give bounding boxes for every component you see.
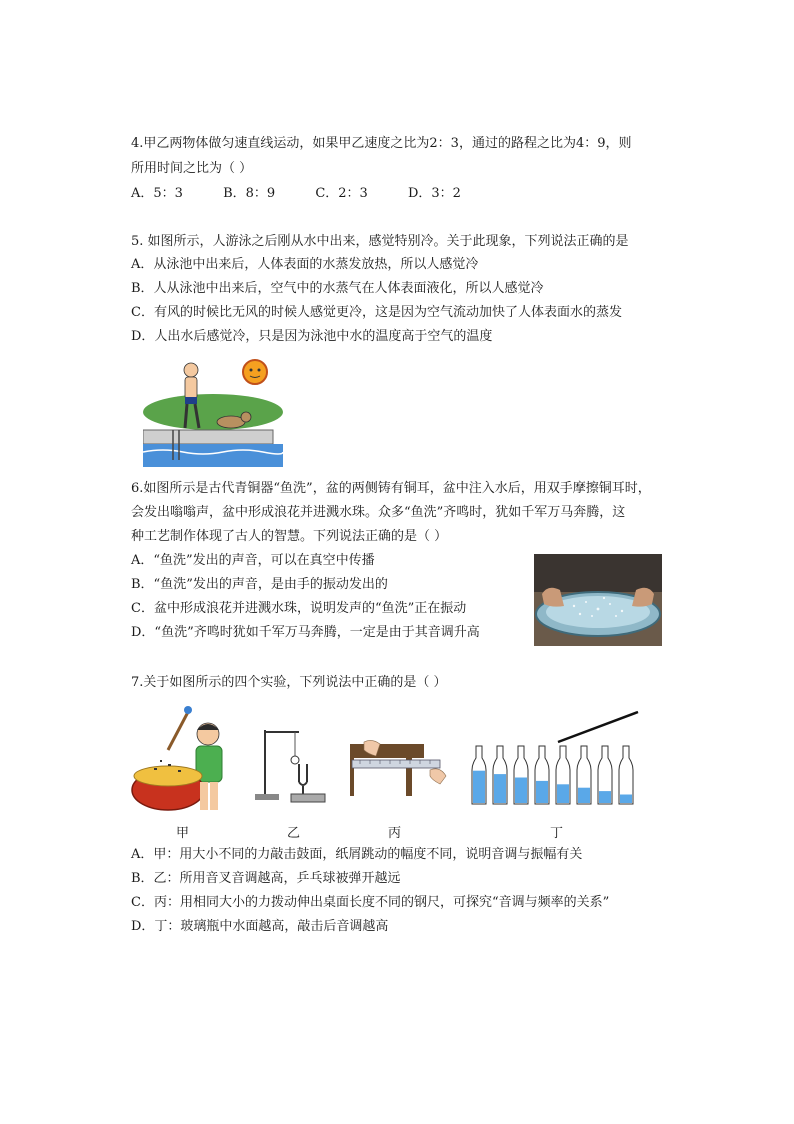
q4-options (131, 185, 497, 203)
bottle (577, 746, 591, 804)
bottle (472, 746, 486, 804)
q5-option-b: B．人从泳池中出来后，空气中的水蒸气在人体表面液化，所以人感觉冷 (131, 281, 544, 296)
bottles-figure (466, 706, 644, 810)
q6-option-d: D．“鱼洗”齐鸣时犹如千军万马奔腾，一定是由于其音调升高 (131, 625, 480, 640)
q7-option-b: B．乙：所用音叉音调越高，乒乓球被弹开越远 (131, 871, 401, 886)
q7-caption-jia: 甲 (176, 826, 190, 841)
q7-stem: 7.关于如图所示的四个实验，下列说法中正确的是（ ） (131, 675, 447, 690)
q7-option-a: A．甲：用大小不同的力敲击鼓面，纸屑跳动的幅度不同，说明音调与振幅有关 (131, 847, 583, 862)
q6-option-a: A．“鱼洗”发出的声音，可以在真空中传播 (131, 553, 375, 568)
q4-option-a: A．5：3 (131, 186, 183, 201)
bottle (598, 746, 612, 804)
tuning-fork-figure (255, 722, 333, 808)
q7-option-c: C．丙：用相同大小的力拨动伸出桌面长度不同的钢尺，可探究“音调与频率的关系” (131, 895, 610, 910)
q4-stem-line2: 所用时间之比为（ ） (131, 161, 253, 176)
bottle (514, 746, 528, 804)
q4-stem-line1: 4.甲乙两物体做匀速直线运动，如果甲乙速度之比为2：3，通过的路程之比为4：9，则 (131, 136, 632, 151)
fish-basin-photo (534, 554, 662, 646)
q4-option-c: C．2：3 (315, 186, 368, 201)
q7-option-d: D．丁：玻璃瓶中水面越高，敲击后音调越高 (131, 919, 389, 934)
q6-stem-line2: 会发出嗡嗡声，盆中形成浪花并进溅水珠。众多“鱼洗”齐鸣时，犹如千军万马奔腾，这 (131, 505, 626, 520)
q7-caption-bing: 丙 (388, 826, 402, 841)
swimmer-figure (143, 352, 283, 467)
q6-stem-line3: 种工艺制作体现了古人的智慧。下列说法正确的是（ ） (131, 529, 448, 544)
ruler-figure (350, 738, 450, 800)
bottle (619, 746, 633, 804)
q5-option-d: D．人出水后感觉冷，只是因为泳池中水的温度高于空气的温度 (131, 329, 493, 344)
q5-option-a: A．从泳池中出来后，人体表面的水蒸发放热，所以人感觉冷 (131, 257, 479, 272)
q4-option-d: D．3：2 (407, 186, 461, 201)
q5-option-c: C．有风的时候比无风的时候人感觉更冷，这是因为空气流动加快了人体表面水的蒸发 (131, 305, 622, 320)
q5-stem: 5. 如图所示，人游泳之后刚从水中出来，感觉特别冷。关于此现象，下列说法正确的是 (131, 234, 629, 249)
drum-figure (130, 702, 230, 820)
bottle (493, 746, 507, 804)
q7-caption-yi: 乙 (287, 826, 301, 841)
q7-caption-ding: 丁 (550, 826, 564, 841)
q6-option-b: B．“鱼洗”发出的声音，是由手的振动发出的 (131, 577, 388, 592)
q6-option-c: C．盆中形成浪花并进溅水珠，说明发声的“鱼洗”正在振动 (131, 601, 467, 616)
q4-option-b: B．8：9 (223, 186, 276, 201)
q6-stem-line1: 6.如图所示是古代青铜器“鱼洗”，盆的两侧铸有铜耳，盆中注入水后，用双手摩擦铜耳时， (131, 481, 651, 496)
bottle (556, 746, 570, 804)
bottle (535, 746, 549, 804)
